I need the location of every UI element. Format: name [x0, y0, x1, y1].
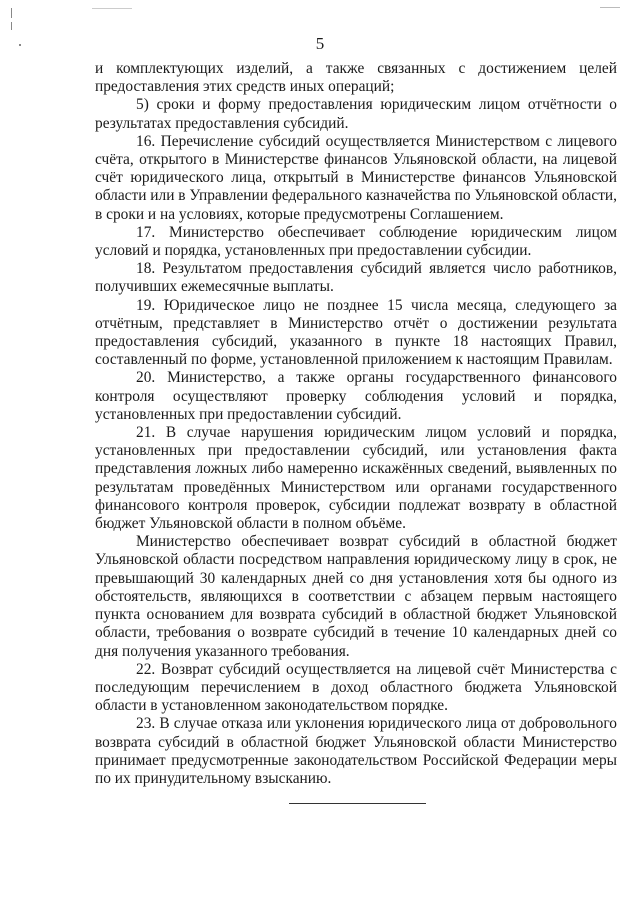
scan-artifact [92, 8, 132, 9]
paragraph: Министерство обеспечивает возврат субсидий в областной бюджет Ульяновской области посредством направления юридическому лицу в срок, не превышающий 30 календарных дней со дня установления хотя бы одного из обстоятельств, являющихся в соответствии с абзацем первым настоящего пункта основанием для возврата субсидий в областной бюджет Ульяновской области, требования о возврате субсидий в течение 10 календарных дней со дня получения указанного требования. [95, 533, 617, 660]
paragraph: и комплектующих изделий, а также связанных с достижением целей предоставления этих средств иных операций; [95, 60, 617, 96]
scan-artifact [11, 8, 12, 18]
paragraph-17: 17. Министерство обеспечивает соблюдение юридическим лицом условий и порядка, установленных при предоставлении субсидии. [95, 223, 617, 260]
scan-artifact [11, 22, 12, 30]
paragraph-19: 19. Юридическое лицо не позднее 15 числа месяца, следующего за отчётным, представляет в Министерство отчёт о достижении результата предоставления субсидий, указанного в пункте 18 настоящих Правил, составленный по форме, установленной приложением к настоящим Правилам. [95, 296, 617, 369]
paragraph-21: 21. В случае нарушения юридическим лицом условий и порядка, установленных при предоставлении субсидий, или установления факта представления ложных либо намеренно искажённых сведений, выявленных по результатам проведённых Министерством или органами государственного финансового контроля проверок, субсидии подлежат возврату в областной бюджет Ульяновской области в полном объёме. [95, 424, 617, 533]
scan-artifact [600, 7, 620, 8]
paragraph-23: 23. В случае отказа или уклонения юридического лица от добровольного возврата субсидий в областной бюджет Ульяновской области Министерство принимает предусмотренные законодательством Российской Федерации меры по их принудительному взысканию. [95, 715, 617, 787]
paragraph-18: 18. Результатом предоставления субсидий является число работников, получивших ежемесячные выплаты. [95, 260, 617, 296]
page-number: 5 [315, 34, 325, 53]
paragraph-20: 20. Министерство, а также органы государственного финансового контроля осуществляют проверку соблюдения условий и порядка, установленных при предоставлении субсидий. [95, 369, 617, 423]
document-body [95, 60, 617, 788]
end-separator-line [289, 803, 426, 804]
paragraph-22: 22. Возврат субсидий осуществляется на лицевой счёт Министерства с последующим перечислением в доход областного бюджета Ульяновской области в установленном законодательством порядке. [95, 660, 617, 715]
paragraph-16: 16. Перечисление субсидий осуществляется Министерством с лицевого счёта, открытого в Министерстве финансов Ульяновской области, на лицевой счёт юридического лица, открытый в Министерстве финансов Ульяновской области или в Управлении федерального казначейства по Ульяновской области, в сроки и на условиях, которые предусмотрены Соглашением. [95, 132, 618, 223]
paragraph: 5) сроки и форму предоставления юридическим лицом отчётности о результатах предоставления субсидий. [95, 96, 617, 132]
